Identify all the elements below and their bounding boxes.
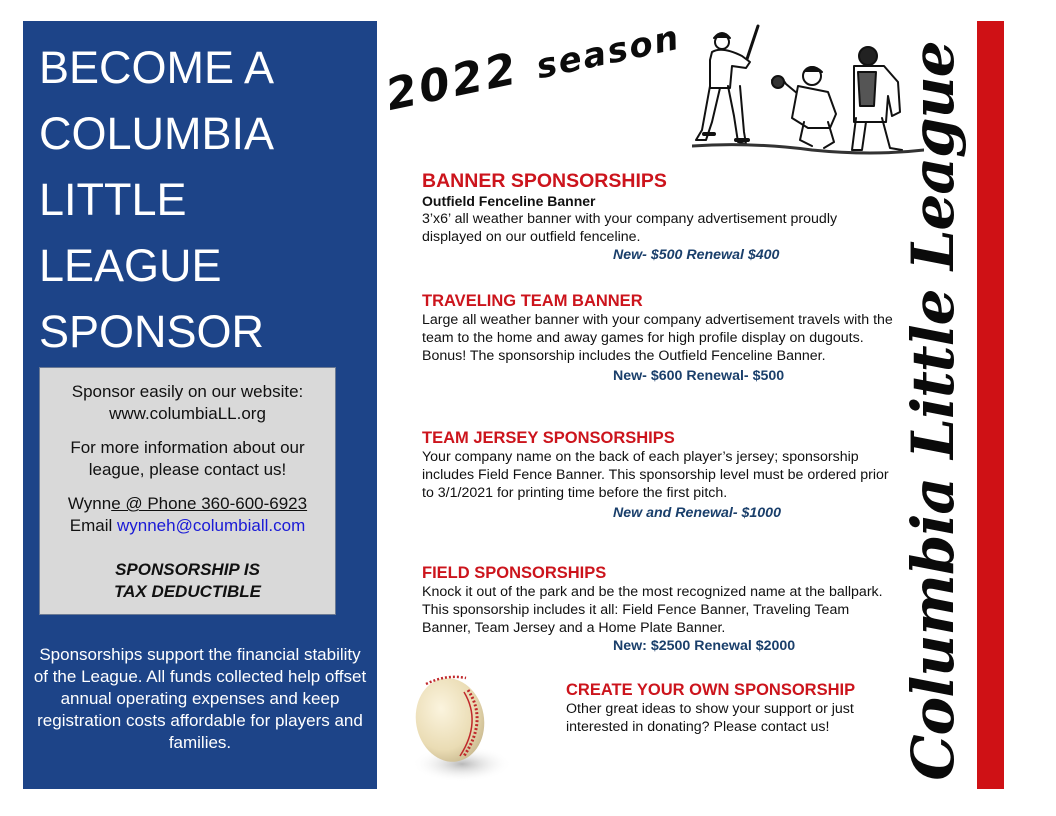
headline-line: LEAGUE [39,240,222,291]
headline-line: COLUMBIA [39,108,275,159]
headline [39,35,369,365]
website-url[interactable]: www.columbiaLL.org [109,404,266,423]
contact-phone[interactable]: e @ Phone 360-600-6923 [111,494,308,513]
section-body: 3’x6’ all weather banner with your company advertisement proudly displayed on our outfield fenceline. [422,211,838,245]
section-traveling-team-banner [422,291,897,385]
headline-line: BECOME A [39,42,275,93]
website-label: Sponsor easily on our website: [71,382,304,401]
season-year: 2022 [381,43,524,122]
section-price: New- $600 Renewal- $500 [613,368,785,384]
contact-info-box [39,367,336,615]
email-link[interactable]: wynneh@columbiall.com [116,516,306,535]
more-info-line2: league, please contact us! [88,460,287,479]
support-text: Sponsorships support the financial stability of the League. All funds collected help offset annual operating expenses and keep registration costs affordable for players and families. [33,645,367,752]
contact-details [40,493,335,537]
section-price: New- $500 Renewal $400 [613,247,780,263]
email-label: Email [69,516,117,535]
vertical-title-wrap [893,41,973,781]
vertical-title: Columbia Little League [899,41,967,781]
section-create-your-own [566,680,906,736]
section-price: New and Renewal- $1000 [613,505,781,521]
section-body: Your company name on the back of each player’s jersey; sponsorship includes Field Fence Banner. This sponsorship level must be ordered prior to 3/1/2021 for printing time before the first pitch. [422,449,889,501]
more-info-text [40,437,335,481]
section-price: New: $2500 Renewal $2000 [613,638,796,654]
season-title [381,9,684,121]
section-title: CREATE YOUR OWN SPONSORSHIP [566,681,856,699]
section-body: Other great ideas to show your support or just interested in donating? Please contact us! [566,701,854,735]
tax-line1: SPONSORSHIP IS [115,560,260,579]
headline-line: SPONSOR [39,306,265,357]
section-title: TRAVELING TEAM BANNER [422,292,643,310]
website-text [40,381,335,425]
baseball-icon [404,662,512,786]
tax-deductible-note [40,559,335,603]
section-title: FIELD SPONSORSHIPS [422,564,607,582]
section-title: BANNER SPONSORSHIPS [422,170,667,192]
section-body: Knock it out of the park and be the most recognized name at the ballpark. This sponsorship includes it all: Field Fence Banner, Traveling Team Banner, Team Jersey and a Home Plate Banner. [422,584,883,636]
section-title: TEAM JERSEY SPONSORSHIPS [422,429,675,447]
more-info-line1: For more information about our [70,438,305,457]
section-team-jersey [422,428,897,522]
section-banner-sponsorships [422,170,897,264]
red-accent-bar [977,21,1004,789]
section-subtitle: Outfield Fenceline Banner [422,193,596,209]
section-field-sponsorships [422,563,897,655]
baseball-players-icon [692,22,924,162]
season-word: season [532,17,684,88]
section-body: Large all weather banner with your company advertisement travels with the team to the home and away games for high profile display on dugouts. Bonus! The sponsorship includes the Outfield Fenceline Banner. [422,312,893,364]
headline-line: LITTLE [39,174,187,225]
contact-name: Wynn [67,494,112,513]
left-panel [23,21,377,789]
tax-line2: TAX DEDUCTIBLE [113,582,261,601]
